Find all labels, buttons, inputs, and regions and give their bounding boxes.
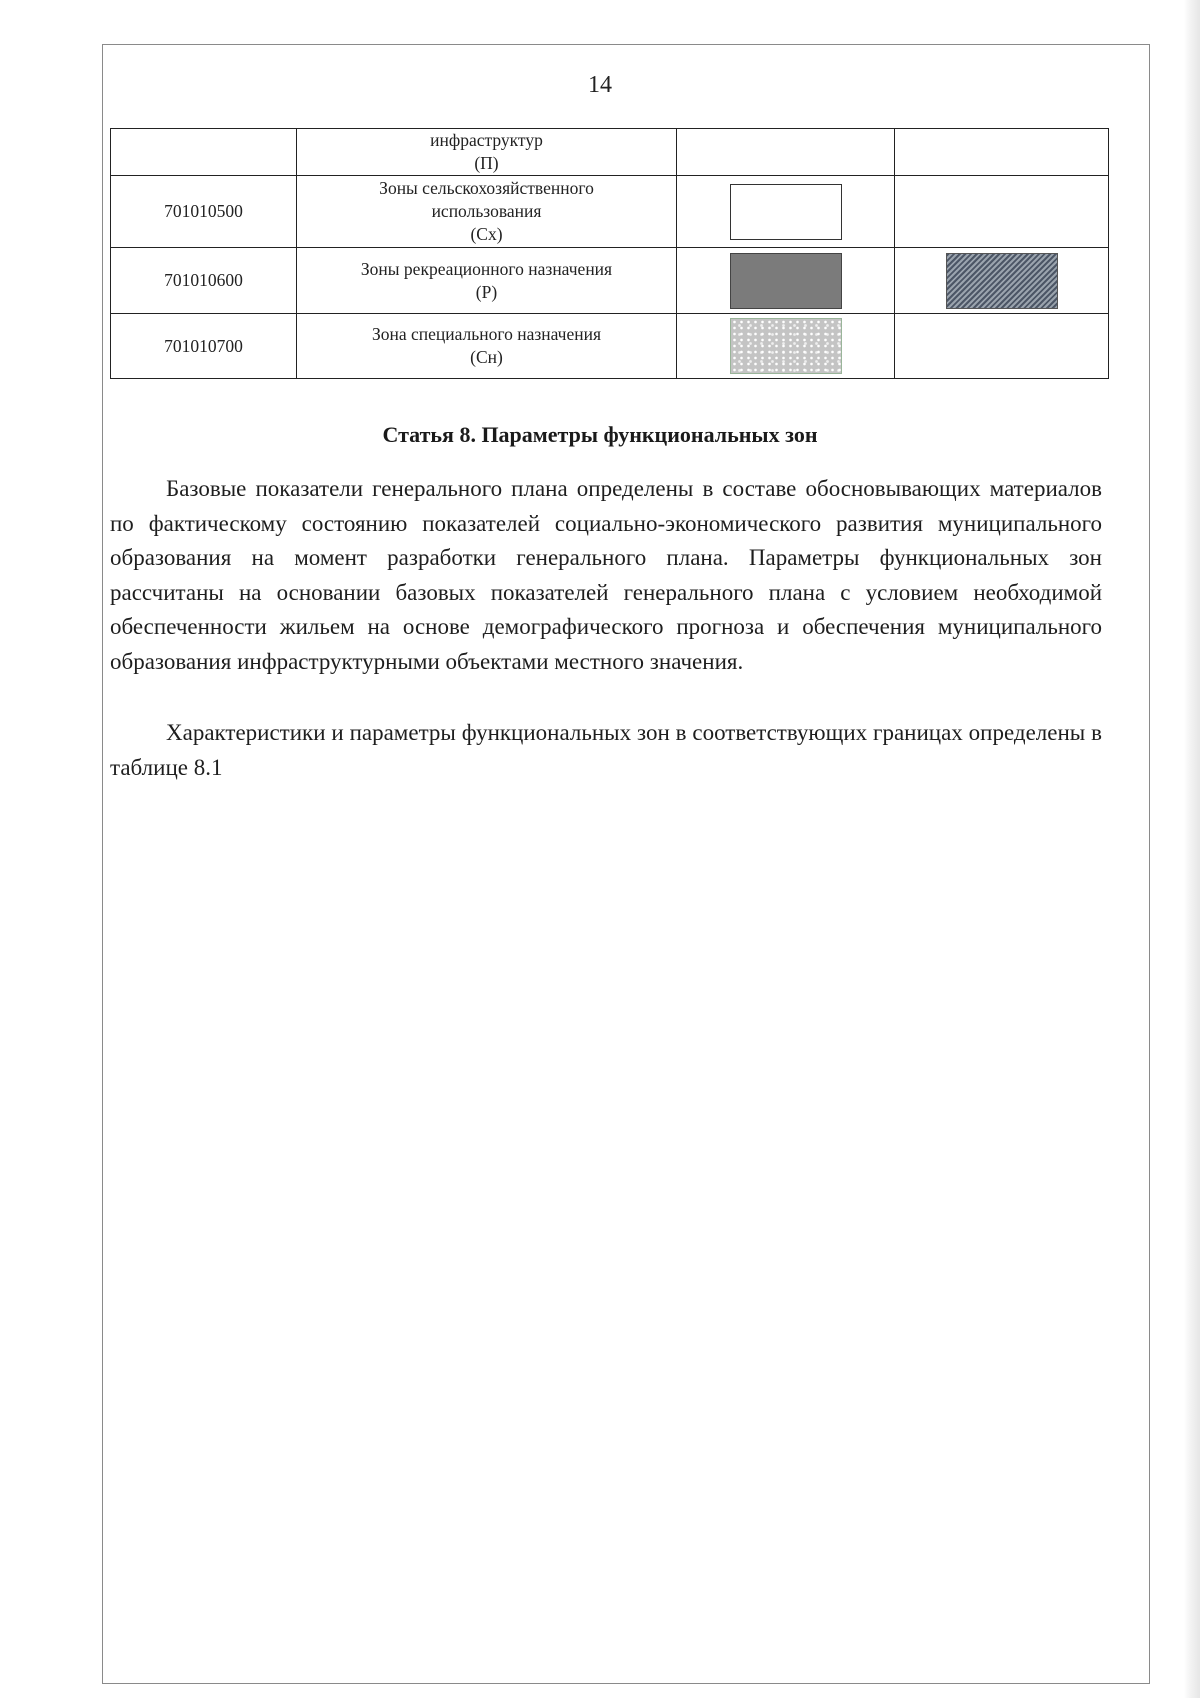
zone-name-line: использования — [431, 201, 542, 221]
zone-name — [297, 176, 677, 248]
zone-name-line: Зоны рекреационного назначения — [360, 258, 613, 279]
zone-name-line: Зоны сельскохозяйственного — [379, 178, 594, 198]
zone-name-line: (Р) — [475, 281, 498, 302]
zone-code: 701010600 — [111, 248, 297, 314]
zone-code — [111, 129, 297, 176]
zone-code: 701010700 — [111, 314, 297, 379]
zone-name-line: инфраструктур — [430, 130, 543, 150]
table-row — [111, 129, 1109, 176]
zone-legend-cell — [895, 129, 1109, 176]
zone-legend-cell — [677, 248, 895, 314]
zone-code: 701010500 — [111, 176, 297, 248]
zone-name-line: Зона специального назначения — [371, 324, 602, 344]
zone-name — [297, 314, 677, 379]
scan-edge — [1184, 0, 1200, 1698]
zone-legend-cell — [895, 314, 1109, 379]
zone-legend-cell — [677, 176, 895, 248]
table-row — [111, 176, 1109, 248]
zone-legend-cell — [895, 248, 1109, 314]
zone-legend-cell — [895, 176, 1109, 248]
zone-name-line: (Сх) — [470, 224, 503, 244]
speckled-gray-swatch — [730, 318, 842, 374]
zone-name-line: (Сн) — [470, 347, 503, 367]
body-paragraph: Характеристики и параметры функциональных зон в соответствующих границах определены в таблице 8.1 — [110, 720, 1102, 780]
zone-legend-cell — [677, 129, 895, 176]
body-paragraph: Базовые показатели генерального плана определены в составе обосновывающих материалов по фактическому состоянию показателей социально-экономического развития муниципального образования на момент разработки генерального плана. Параметры функциональных зон рассчитаны на основании базовых показателей генерального плана с условием необходимой обеспеченности жильем на основе демографического прогноза и обеспечения муниципального образования инфраструктурными объектами местного значения. — [110, 476, 1102, 674]
table-row — [111, 314, 1109, 379]
zone-name — [297, 129, 677, 176]
article-heading: Статья 8. Параметры функциональных зон — [382, 422, 818, 447]
hatched-swatch — [946, 253, 1058, 309]
zone-name — [297, 248, 677, 314]
zone-name-line: (П) — [474, 153, 499, 173]
zones-table — [110, 128, 1109, 379]
white-outline-swatch — [730, 184, 842, 240]
zone-legend-cell — [677, 314, 895, 379]
solid-gray-swatch — [730, 253, 842, 309]
page-number: 14 — [588, 72, 612, 98]
table-row — [111, 248, 1109, 314]
